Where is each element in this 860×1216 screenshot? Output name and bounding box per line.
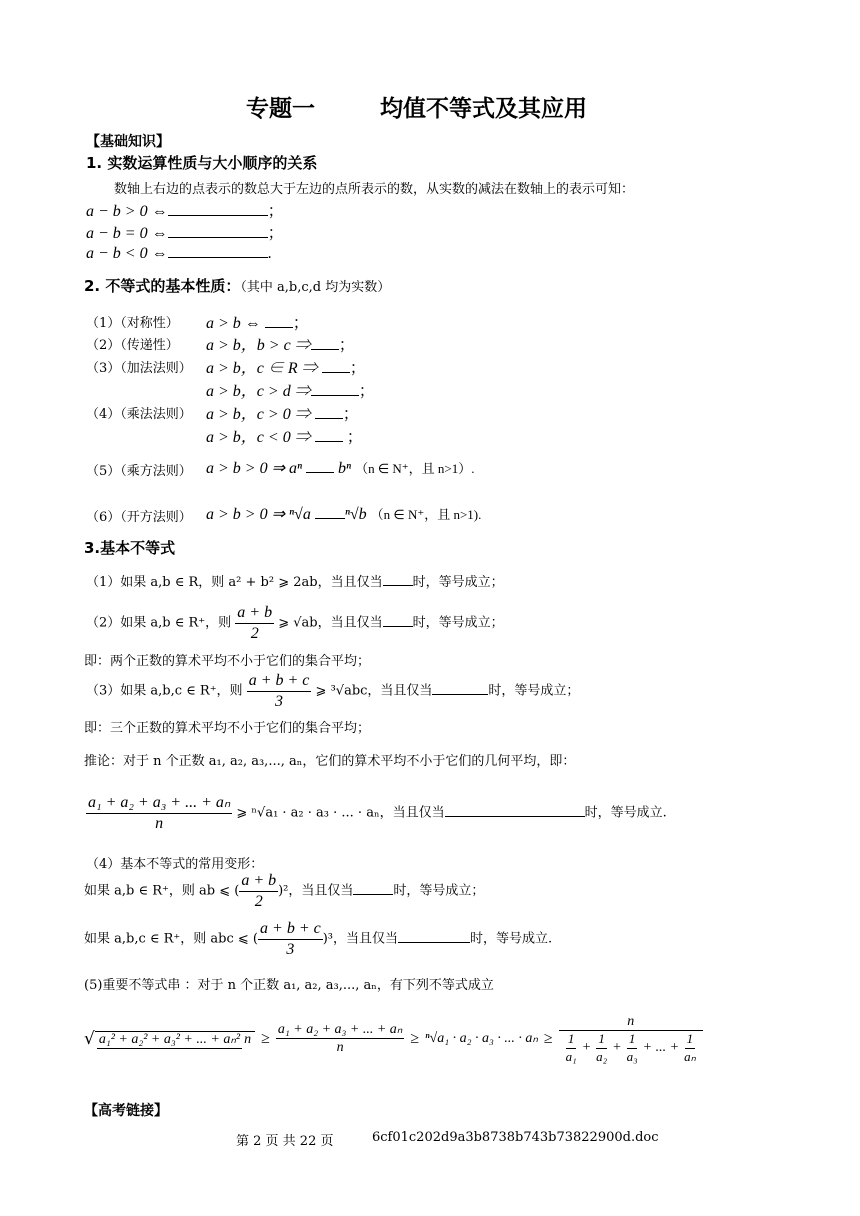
s2-p4-label: （4）（乘法法则） — [86, 407, 192, 422]
s1-heading: 1. 实数运算性质与大小顺序的关系 — [86, 154, 318, 172]
harmonic-mean: n $\frac{1}{\text{a₁}}$ + $\frac{1}{\text{a₂}}$ + $\frac{1}{\text{a₃}}$ + ... + $\frac{1}{\text{aₙ}}$ — [559, 1014, 703, 1064]
s2-p3-label: （3）（加法法则） — [86, 361, 192, 376]
s3-item2: （2）如果 a,b ∈ R⁺，则 $\frac{a + b}{2}$ ⩾ √ab，当且仅当 时，等号成立； — [86, 604, 504, 642]
s2-p6-label: （6）（开方法则） — [86, 510, 192, 525]
s3-item3-note: 即：三个正数的算术平均不小于它们的集合平均； — [84, 721, 371, 736]
s1-intro: 数轴上右边的点表示的数总大于左边的点所表示的数，从实数的减法在数轴上的表示可知： — [114, 182, 635, 197]
s3-item2-note: 即：两个正数的算术平均不小于它们的集合平均； — [84, 654, 371, 669]
s2-p3b: a > b，c > d ⇒ ； — [206, 383, 375, 400]
s3-item1: （1）如果 a,b ∈ R，则 a² + b² ⩾ 2ab，当且仅当 时，等号成立； — [86, 571, 504, 590]
s2-p3a: a > b，c ∈ R ⇒ ； — [206, 360, 366, 377]
s2-p1: a > b ⇔ ； — [206, 315, 309, 332]
s3-item4b-fraction: $\frac{a + b + c}{3}$ — [260, 920, 321, 958]
sqrt-symbol: √ — [84, 1028, 95, 1049]
s2-p2: a > b，b > c ⇒ ； — [206, 337, 355, 354]
s3-corollary: 推论：对于 n 个正数 a₁, a₂, a₃,..., aₙ，它们的算术平均不小于它们的几何平均，即： — [84, 754, 576, 769]
basic-knowledge-heading: 【基础知识】 — [86, 134, 170, 150]
inequality-chain — [84, 1014, 703, 1064]
s2-p5: a > b > 0 ⇒ aⁿ bⁿ （n ∈ N⁺，且 n>1）. — [206, 460, 475, 477]
s2-p4b: a > b，c < 0 ⇒ ； — [206, 429, 363, 446]
s3-item4a-fraction: $\frac{a + b}{2}$ — [241, 872, 277, 910]
title-name: 均值不等式及其应用 — [380, 96, 587, 122]
footer-page: 第 2 页 共 22 页 — [236, 1134, 334, 1149]
s2-p6: a > b > 0 ⇒ ⁿ√a ⁿ√b （n ∈ N⁺，且 n>1). — [206, 506, 482, 523]
ge-2: ≥ — [410, 1029, 420, 1047]
s3-item4a: 如果 a,b ∈ R⁺，则 ab ⩽ ( $\frac{a + b}{2}$ )²，当且仅当 时，等号成立； — [84, 872, 485, 910]
ge-1: ≥ — [261, 1029, 270, 1047]
s2-p2-label: （2）（传递性） — [86, 338, 179, 353]
s3-heading: 3.基本不等式 — [84, 539, 176, 557]
gaokao-heading: 【高考链接】 — [84, 1103, 168, 1119]
s3-item3-fraction: $\frac{a + b + c}{3}$ — [248, 672, 310, 710]
footer-file: 6cf01c202d9a3b8738b743b73822900d.doc — [372, 1130, 659, 1145]
s2-heading-row: 2. 不等式的基本性质：（其中 a,b,c,d 均为实数） — [84, 277, 391, 295]
ge-3: ≥ — [543, 1029, 553, 1047]
s3-item5: (5)重要不等式串 ：对于 n 个正数 a₁, a₂, a₃,..., aₙ，有下列不等式成立 — [84, 978, 494, 993]
s3-item4b: 如果 a,b,c ∈ R⁺，则 abc ⩽ ( $\frac{a + b + c}{3}$ )³，当且仅当 时，等号成立. — [84, 920, 553, 958]
arithmetic-mean: $\frac{\text{a₁ + a₂ + a₃ + ... + aₙ}}{n}$ — [277, 1022, 403, 1056]
s2-p1-label: （1）（对称性） — [86, 316, 179, 331]
geometric-mean: ⁿ√a₁ · a₂ · a₃ · ... · aₙ — [425, 1031, 538, 1047]
s1-line3: a − b < 0 ⇔ . — [86, 245, 272, 262]
s1-line2: a − b = 0 ⇔ ； — [86, 225, 284, 242]
s2-p5-label: （5）（乘方法则） — [86, 464, 192, 479]
s1-line1: a − b > 0 ⇔ ； — [86, 203, 284, 220]
quadratic-mean: √ a₁² + a₂² + a₃² + ... + aₙ² n — [84, 1029, 255, 1049]
s3-corollary-formula: $\frac{\text{a₁ + a₂ + a₃ + ... + aₙ}}{n}$ ⩾ ⁿ√a₁ · a₂ · a₃ · ... · aₙ，当且仅当 时，等号成立. — [88, 794, 667, 832]
s3-item2-fraction: $\frac{a + b}{2}$ — [237, 604, 273, 642]
title-topic: 专题一 — [246, 96, 315, 122]
s3-corollary-fraction: $\frac{\text{a₁ + a₂ + a₃ + ... + aₙ}}{n}$ — [88, 794, 231, 832]
s3-item4: （4）基本不等式的常用变形： — [86, 857, 264, 872]
s3-item3: （3）如果 a,b,c ∈ R⁺，则 $\frac{a + b + c}{3}$ ⩾ ³√abc，当且仅当 时，等号成立； — [86, 672, 580, 710]
s2-p4a: a > b，c > 0 ⇒ ； — [206, 406, 359, 423]
